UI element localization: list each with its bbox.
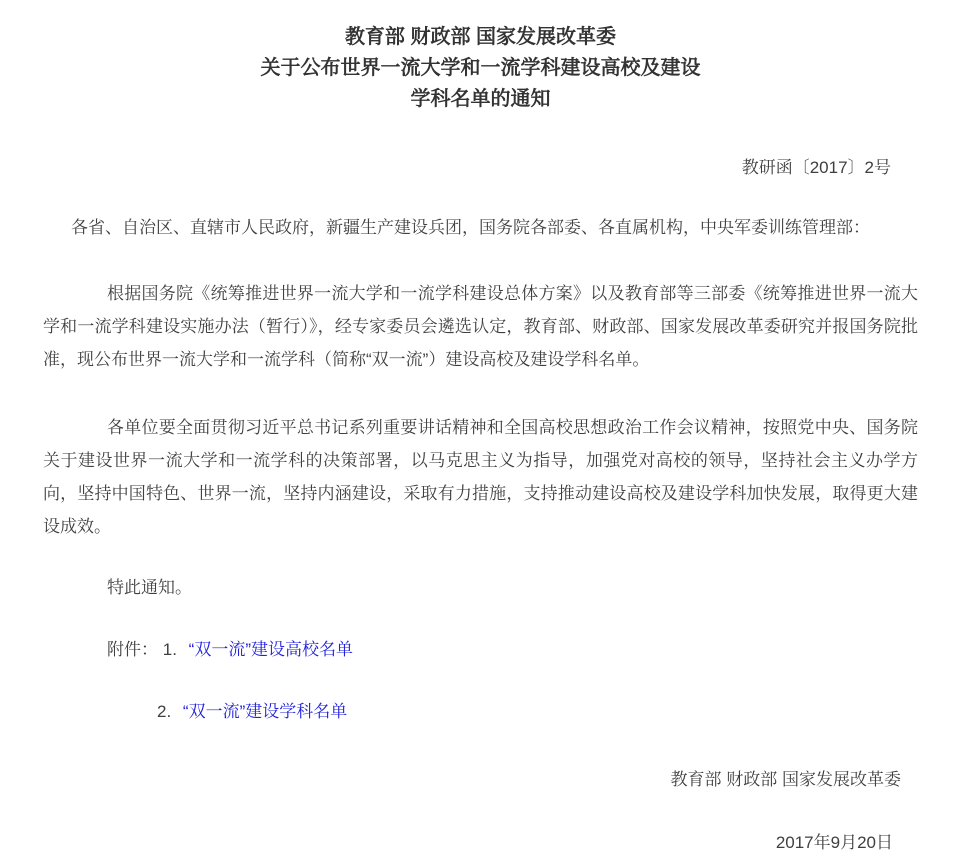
title-line-issuers: 教育部 财政部 国家发展改革委: [344, 26, 617, 48]
closing-line: 特此通知。: [107, 578, 192, 597]
signature-line: 教育部 财政部 国家发展改革委: [670, 770, 901, 789]
attachment-number-2: 2.: [157, 702, 172, 721]
attachment-link-universities-list[interactable]: “双一流”建设高校名单: [188, 640, 353, 659]
attachments-list: [43, 634, 918, 728]
attachments-label: 附件：: [107, 640, 158, 659]
attachment-row-2: [43, 696, 918, 728]
title-line-subject-cont: 学科名单的通知: [410, 88, 551, 110]
body-paragraph-basis: 根据国务院《统筹推进世界一流大学和一流学科建设总体方案》以及教育部等三部委《统筹推进世界一流大学和一流学科建设实施办法（暂行）》，经专家委员会遴选认定，教育部、财政部、国家发展改革委研究并报国务院批准，现公布世界一流大学和一流学科（简称“双一流”）建设高校及建设学科名单。: [43, 284, 918, 369]
date-line: 2017年9月20日: [775, 833, 893, 852]
document-title: [43, 22, 918, 115]
body-paragraph-requirements: 各单位要全面贯彻习近平总书记系列重要讲话精神和全国高校思想政治工作会议精神，按照党中央、国务院关于建设世界一流大学和一流学科的决策部署，以马克思主义为指导，加强党对高校的领导，坚持社会主义办学方向，坚持中国特色、世界一流，坚持内涵建设，采取有力措施，支持推动建设高校及建设学科加快发展，取得更大建设成效。: [43, 418, 918, 536]
document-number: 教研函〔2017〕2号: [741, 158, 891, 177]
addressee-line: 各省、自治区、直辖市人民政府，新疆生产建设兵团，国务院各部委、各直属机构，中央军委训练管理部：: [71, 218, 870, 237]
attachment-link-disciplines-list[interactable]: “双一流”建设学科名单: [182, 702, 348, 721]
attachment-row-1: [43, 634, 918, 666]
title-line-subject: 关于公布世界一流大学和一流学科建设高校及建设: [260, 57, 701, 79]
attachment-number-1: 1.: [162, 640, 177, 659]
